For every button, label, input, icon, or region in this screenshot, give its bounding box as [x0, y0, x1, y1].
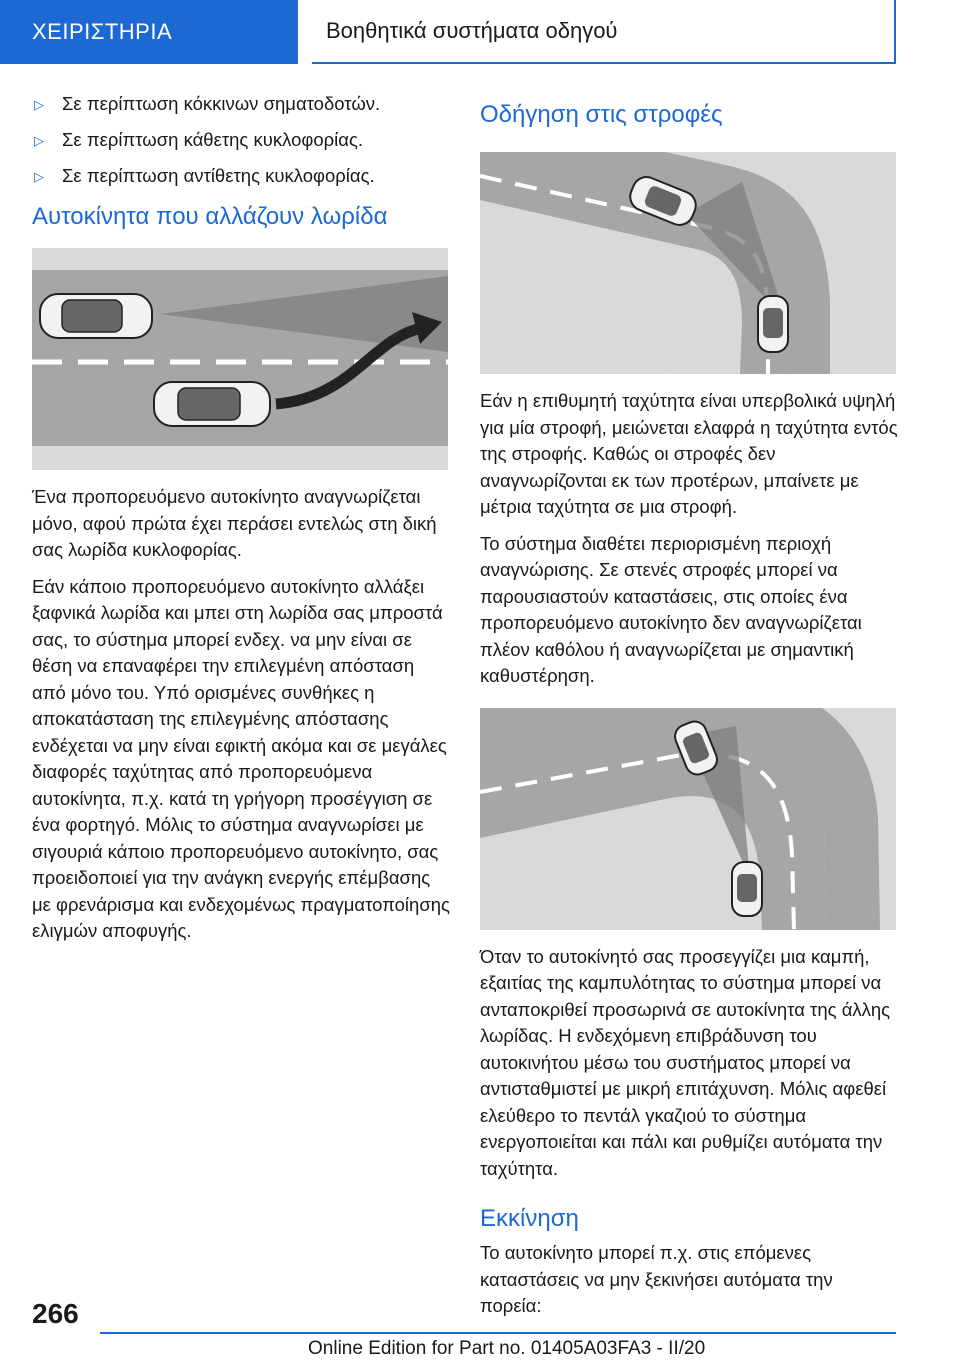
lane-change-illustration — [32, 248, 448, 470]
list-item: ▷ Σε περίπτωση κόκκινων σηματοδοτών. — [32, 92, 450, 116]
oncoming-car-icon — [732, 862, 762, 916]
cutting-in-car-icon — [154, 382, 270, 426]
footer-divider — [100, 1332, 896, 1334]
section-title: Βοηθητικά συστήματα οδηγού — [312, 0, 896, 64]
triangle-bullet-icon: ▷ — [34, 133, 44, 148]
section-heading-curves: Οδήγηση στις στροφές — [480, 101, 723, 128]
chapter-tab: ΧΕΙΡΙΣΤΗΡΙΑ — [0, 0, 298, 64]
section-heading-start: Εκκίνηση — [480, 1205, 579, 1232]
right-column — [480, 92, 898, 1330]
curves-text — [480, 388, 898, 690]
curve-illustration-1 — [480, 152, 896, 374]
paragraph: Εάν η επιθυμητή ταχύτητα είναι υπερβολικά υψηλή για μία στροφή, μειώνεται ελαφρά η ταχύτητα εντός της στροφής. Καθώς οι στροφές δεν αναγνωρίζονται εκ των προτέρων, μπαίνετε με μέτρια ταχύτητα σε μια στροφή. — [480, 390, 898, 517]
lane-change-text — [32, 484, 450, 945]
own-car-icon — [40, 294, 152, 338]
triangle-bullet-icon: ▷ — [34, 169, 44, 184]
paragraph: Το αυτοκίνητο μπορεί π.χ. στις επόμενες καταστάσεις να μην ξεκινήσει αυτόματα την πορεία: — [480, 1242, 833, 1316]
paragraph: Όταν το αυτοκίνητό σας προσεγγίζει μια καμπή, εξαιτίας της καμπυλότητας το σύστημα μπορεί να ανταποκριθεί προσωρινά σε αυτοκίνητα της άλλης λωρίδας. Η ενδεχόμενη επιβράδυνση του αυτοκινήτου μέσω του συστήματος μπορεί να αντισταθμιστεί με μικρή επιτάχυνση. Μόλις αφεθεί ελεύθερο το πεντάλ γκαζιού το σύστημα ενεργοποιείται και πάλι και ρυθμίζει αυτόματα την ταχύτητα. — [480, 945, 891, 1179]
condition-list — [32, 92, 450, 188]
start-text — [480, 1240, 898, 1320]
paragraph: Το σύστημα διαθέτει περιορισμένη περιοχή αναγνώρισης. Σε στενές στροφές μπορεί να παρουσιαστούν καταστάσεις, στις οποίες ένα προπορευόμενο αυτοκίνητο δεν αναγνωρίζεται πλέον καθόλου ή αναγνωρίζεται με σημαντική καθυστέρηση. — [480, 532, 862, 686]
list-item: ▷ Σε περίπτωση κάθετης κυκλοφορίας. — [32, 128, 450, 152]
page-number: 266 — [32, 1298, 79, 1329]
paragraph: Ένα προπορευόμενο αυτοκίνητο αναγνωρίζεται μόνο, αφού πρώτα έχει περάσει εντελώς στη δική σας λωρίδα κυκλοφορίας. — [32, 486, 437, 560]
edition-note: Online Edition for Part no. 01405A03FA3 - II/20 — [308, 1338, 706, 1359]
list-item: ▷ Σε περίπτωση αντίθετης κυκλοφορίας. — [32, 164, 450, 188]
preceding-car-icon — [758, 296, 788, 352]
curve-approach-text — [480, 944, 898, 1183]
paragraph: Εάν κάποιο προπορευόμενο αυτοκίνητο αλλάξει ξαφνικά λωρίδα και μπει στη λωρίδα σας μπροστά σας, το σύστημα μπορεί ενδεχ. να μην είναι σε θέση να επαναφέρει την επιλεγμένη απόσταση από μόνο του. Υπό ορισμένες συνθήκες η αποκατάσταση της επιλεγμένης απόστασης ενδέχεται να μην είναι εφικτή ακόμα και σε μεγάλες διαφορές ταχύτητας από προπορευόμενα αυτοκίνητα, π.χ. κατά τη γρήγορη προσέγγιση σε ένα φορτηγό. Μόλις το σύστημα αναγνωρίσει με σιγουριά κάποιο προπορευόμενο αυτοκίνητο, σας προειδοποιεί για την ανάγκη ενεργής επέμβασης με φρενάρισμα και ενδεχομένως πραγματοποίησης ελιγμών αποφυγής. — [32, 575, 450, 941]
curve-illustration-2 — [480, 708, 896, 930]
section-heading-lane-change: Αυτοκίνητα που αλλάζουν λωρίδα — [32, 203, 388, 230]
left-column — [32, 92, 450, 955]
triangle-bullet-icon: ▷ — [34, 97, 44, 112]
